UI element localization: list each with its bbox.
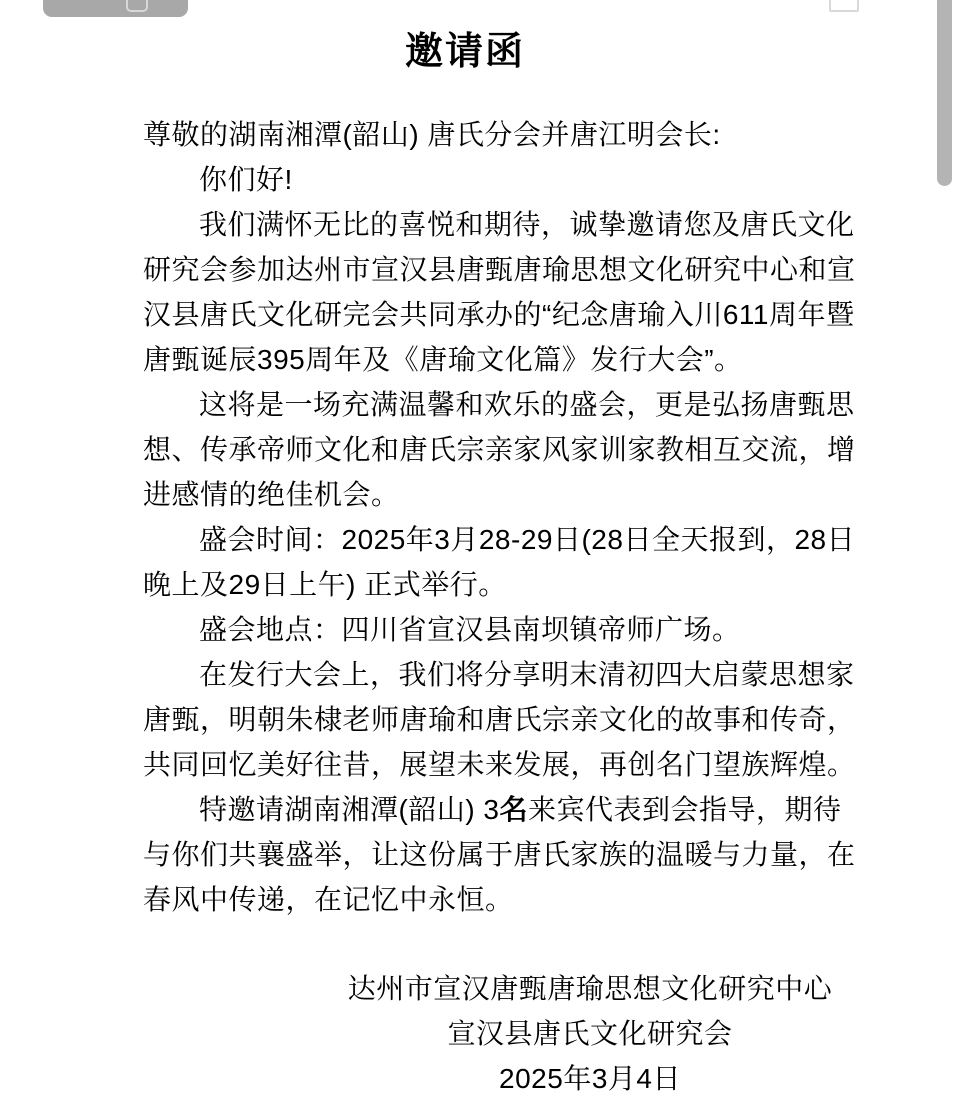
line-text: 来宾代表到会指导，期待 <box>528 794 842 825</box>
letter-body <box>143 112 856 922</box>
letter-line: 汉县唐氏文化研完会共同承办的“纪念唐瑜入川611周年暨 <box>143 299 855 330</box>
invite-count-line <box>143 787 843 832</box>
cutoff-element-outline <box>829 0 859 12</box>
letter-line: 这将是一场充满温馨和欢乐的盛会，更是弘扬唐甄思 <box>199 389 855 420</box>
letter-line: 想、传承帝师文化和唐氏宗亲家风家训家教相互交流，增 <box>143 434 856 465</box>
bold-guest-count: 名 <box>499 794 529 825</box>
letter-line: 春风中传递，在记忆中永恒。 <box>143 884 514 915</box>
cutoff-toolbar-button[interactable] <box>43 0 188 17</box>
signature-block <box>300 966 880 1101</box>
signature-date: 2025年3月4日 <box>499 1063 681 1094</box>
event-place-line: 盛会地点：四川省宣汉县南坝镇帝师广场。 <box>199 614 741 645</box>
scrollbar-thumb[interactable] <box>937 0 952 186</box>
event-time-line: 盛会时间：2025年3月28-29日(28日全天报到，28日 <box>199 524 856 555</box>
signature-org-1: 达州市宣汉唐甄唐瑜思想文化研究中心 <box>347 973 833 1004</box>
signature-org-2: 宣汉县唐氏文化研究会 <box>447 1018 733 1049</box>
toolbar-button-icon <box>126 0 148 12</box>
letter-line: 共同回忆美好往昔，展望未来发展，再创名门望族辉煌。 <box>143 749 856 780</box>
letter-line: 在发行大会上，我们将分享明末清初四大启蒙思想家 <box>199 659 855 690</box>
letter-line: 唐甄诞辰395周年及《唐瑜文化篇》发行大会”。 <box>143 344 743 375</box>
letter-line: 与你们共襄盛举，让这份属于唐氏家族的温暖与力量，在 <box>143 839 856 870</box>
letter-title: 邀请函 <box>404 31 525 73</box>
letter-line: 进感情的绝佳机会。 <box>143 479 400 510</box>
greeting-line: 你们好! <box>199 164 293 195</box>
line-text: 特邀请湖南湘潭(韶山) 3 <box>199 794 500 825</box>
letter-line: 我们满怀无比的喜悦和期待，诚挚邀请您及唐氏文化 <box>199 209 855 240</box>
letter-line: 晚上及29日上午) 正式举行。 <box>143 569 507 600</box>
letter-line: 唐甄，明朝朱棣老师唐瑜和唐氏宗亲文化的故事和传奇， <box>143 704 856 735</box>
letter-line: 研究会参加达州市宣汉县唐甄唐瑜思想文化研究中心和宣 <box>143 254 856 285</box>
salutation-line: 尊敬的湖南湘潭(韶山) 唐氏分会并唐江明会长: <box>143 119 721 150</box>
